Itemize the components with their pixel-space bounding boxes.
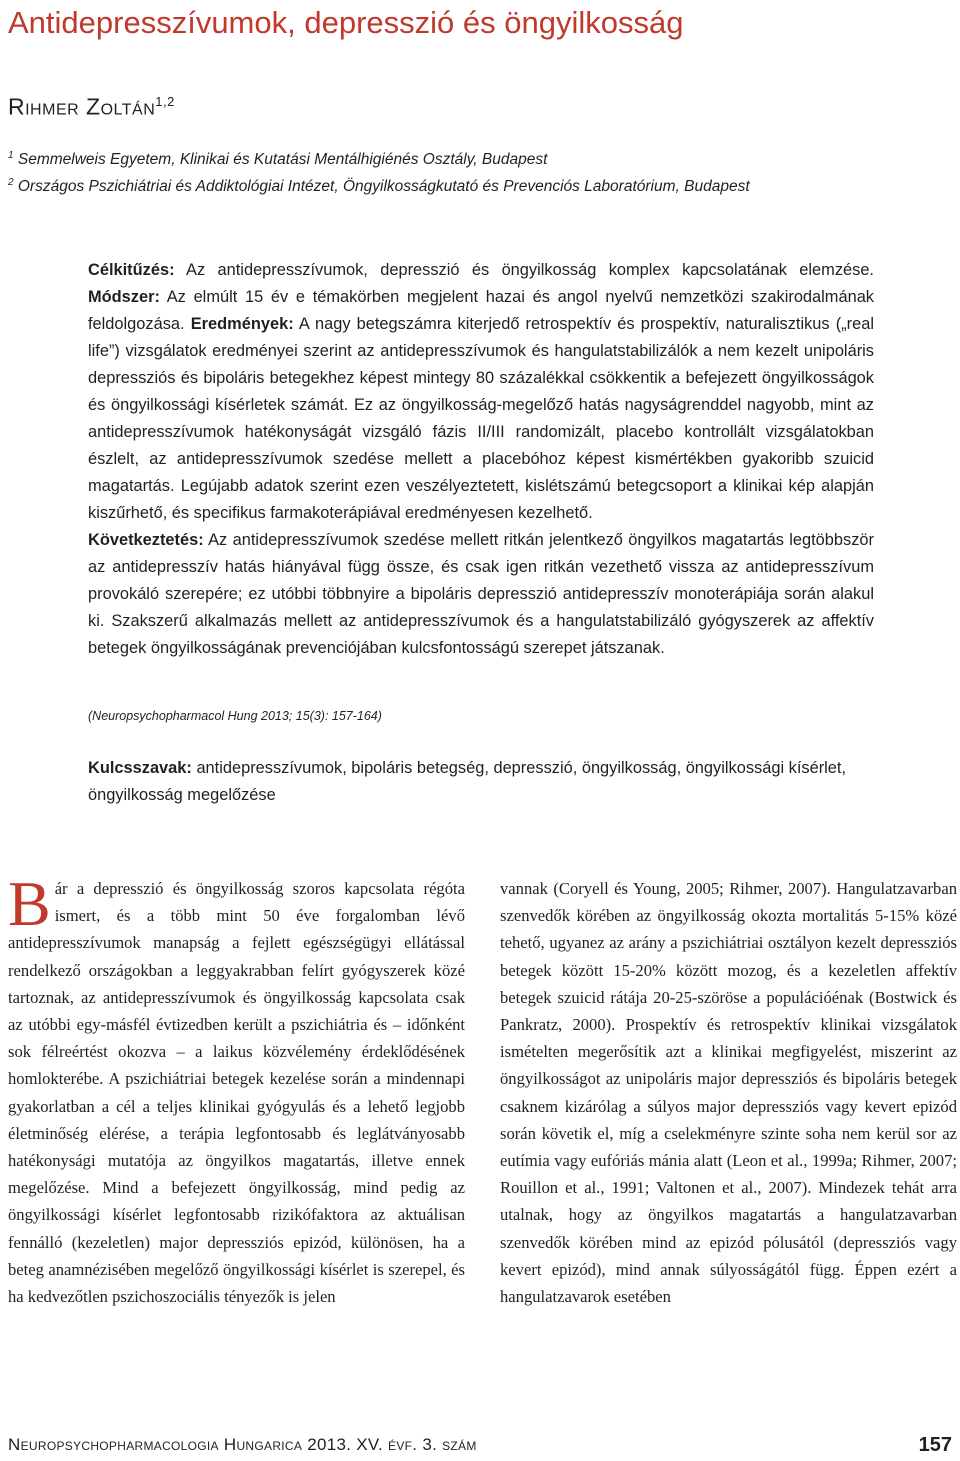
body-paragraph [8, 868, 465, 1310]
citation: (Neuropsychopharmacol Hung 2013; 15(3): 157-164) [88, 709, 382, 723]
affiliation-2 [8, 172, 948, 198]
aim-label: Célkitűzés: [88, 261, 175, 279]
keywords [88, 755, 878, 809]
body-paragraph: vannak (Coryell és Young, 2005; Rihmer, 2007). Hangulatzavarban szenvedők körében az öngyilkosság okozta mortalitás 5-15% közé tehető, ugyanez az arány a pszichiátriai osztályon kezelt depressziós betegek között 15-20% között mozog, és a kezeletlen affektív betegek szuicid rátája 20-25-szöröse a populációénak (Bostwick és Pankratz, 2000). Prospektív és retrospektív klinikai vizsgálatok ismételten megerősítik azt a klinikai megfigyelést, miszerint az öngyilkosságot az unipoláris major depressziós és bipoláris betegek csaknem kizárólag a súlyos major depressziós vagy kevert epizód során követik el, míg a cselekményre szinte soha nem kerül sor az eutímia vagy eufóriás mánia alatt (Leon et al., 1999a; Rihmer, 2007; Rouillon et al., 1991; Valtonen et al., 2007). Mindezek tehát arra utalnak, hogy az öngyilkos magatartás a hangulatzavarban szenvedők körében mind az epizód pólusától (depressziós vagy kevert epizód), mind annak súlyosságától függ. Éppen ezért a hangulatzavarok esetében [500, 879, 957, 1307]
body-column-left [8, 868, 465, 1310]
body-text-left: ár a depresszió és öngyilkosság szoros kapcsolata régóta ismert, és a több mint 50 éve forgalomban lévő antidepresszívumok manapság a fejlett egészségügyi ellátással rendelkező országokban a leggyakrabban felírt gyógyszerek közé tartoznak, az antidepresszívumok és öngyilkosság kapcsolata csak az utóbbi egy-másfél évtizedben került a pszichiátria és – időnként sok félreértést okozva – a laikus közvélemény érdeklődésének homlokterébe. A pszichiátriai betegek kezelése során a mindennapi gyakorlatban a cél a teljes klinikai gyógyulás és a lehető legjobb életminőség elérése, a terápia legfontosabb és leglátványosabb hatékonysági mutatója az öngyilkos magatartás, illetve ennek megelőzése. Mind a befejezett öngyilkosság, mind pedig az öngyilkossági kísérlet legfontosabb rizikófaktora az aktuálisan fennálló (kezeletlen) major depressziós epizód, különösen, ha a beteg anamnézisében megelőző öngyilkossági kísérlet is szerepel, és ha kedvezőtlen pszichoszociális tényezők is jelen [8, 879, 465, 1307]
author-affiliation-marks: 1,2 [155, 94, 175, 109]
affiliation-number: 1 [8, 150, 14, 161]
author-line [8, 88, 175, 121]
affiliation-text: Országos Pszichiátriai és Addiktológiai Intézet, Öngyilkosságkutató és Prevenciós Laboratórium, Budapest [17, 178, 750, 196]
conclusions-label: Következtetés: [88, 531, 204, 549]
aim-text: Az antidepresszívumok, depresszió és öngyilkosság komplex kapcsolatának elemzése. [186, 261, 874, 279]
keywords-label: Kulcsszavak: [88, 759, 192, 777]
abstract-conclusion [88, 527, 874, 662]
conclusions-text: Az antidepresszívumok szedése mellett ritkán jelentkező öngyilkos magatartás legtöbbször az antidepresszív hatás hiányával függ össze, és csak igen ritkán vezethető vissza az antidepresszívum provokáló szerepére; ez utóbbi többnyire a bipoláris depresszió antidepresszív monoterápiája során alakul ki. Szakszerű alkalmazás mellett az antidepresszívumok és a hangulatstabilizáló gyógyszerek az affektív betegek öngyilkosságának prevenciójában kulcsfontosságú szerepet játszanak. [88, 531, 874, 657]
page-footer [8, 1432, 952, 1458]
keywords-text: antidepresszívumok, bipoláris betegség, depresszió, öngyilkosság, öngyilkossági kísérlet, öngyilkosság megelőzése [88, 759, 847, 804]
results-text: A nagy betegszámra kiterjedő retrospektív és prospektív, naturalisztikus („real life”) vizsgálatok eredményei szerint az antidepresszívumok és hangulatstabilizálók a nem kezelt unipoláris depressziós és bipoláris betegekhez képest mintegy 80 százalékkal csökkentik a befejezett öngyilkosságok és öngyilkossági kísérletek számát. Ez az öngyilkosság-megelőző hatás nagyságrenddel nagyobb, mint az antidepresszívumok hatékonyságát vizsgáló fázis II/III randomizált, placebo kontrollált vizsgálatokban észlelt, az antidepresszívumok szedése mellett a placebóhoz képest kismértékben gyakoribb szuicid magatartás. Legújabb adatok szerint ezen veszélyeztetett, kislétszámú betegcsoport a klinikai kép alapján kiszűrhető, és specifikus farmakoterápiával eredményesen kezelhető. [88, 315, 874, 522]
abstract [88, 257, 874, 662]
affiliation-number: 2 [8, 177, 14, 188]
methods-text: Az elmúlt 15 év e témakörben megjelent hazai és angol nyelvű nemzetközi szakirodalmának feldolgozása. [88, 288, 875, 333]
author-name: Rihmer Zoltán [8, 93, 156, 120]
body-column-right [500, 875, 957, 1310]
article-title: Antidepresszívumok, depresszió és öngyilkosság [8, 5, 684, 40]
journal-info: Neuropsychopharmacologia Hungarica 2013. XV. évf. 3. szám [8, 1435, 477, 1454]
affiliation-1 [8, 145, 948, 171]
drop-cap: B [8, 868, 51, 939]
affiliation-text: Semmelweis Egyetem, Klinikai és Kutatási Mentálhigiénés Osztály, Budapest [17, 151, 548, 169]
results-label: Eredmények: [190, 315, 294, 333]
abstract-body [88, 257, 874, 527]
methods-label: Módszer: [88, 288, 160, 306]
page-number: 157 [918, 1434, 952, 1456]
